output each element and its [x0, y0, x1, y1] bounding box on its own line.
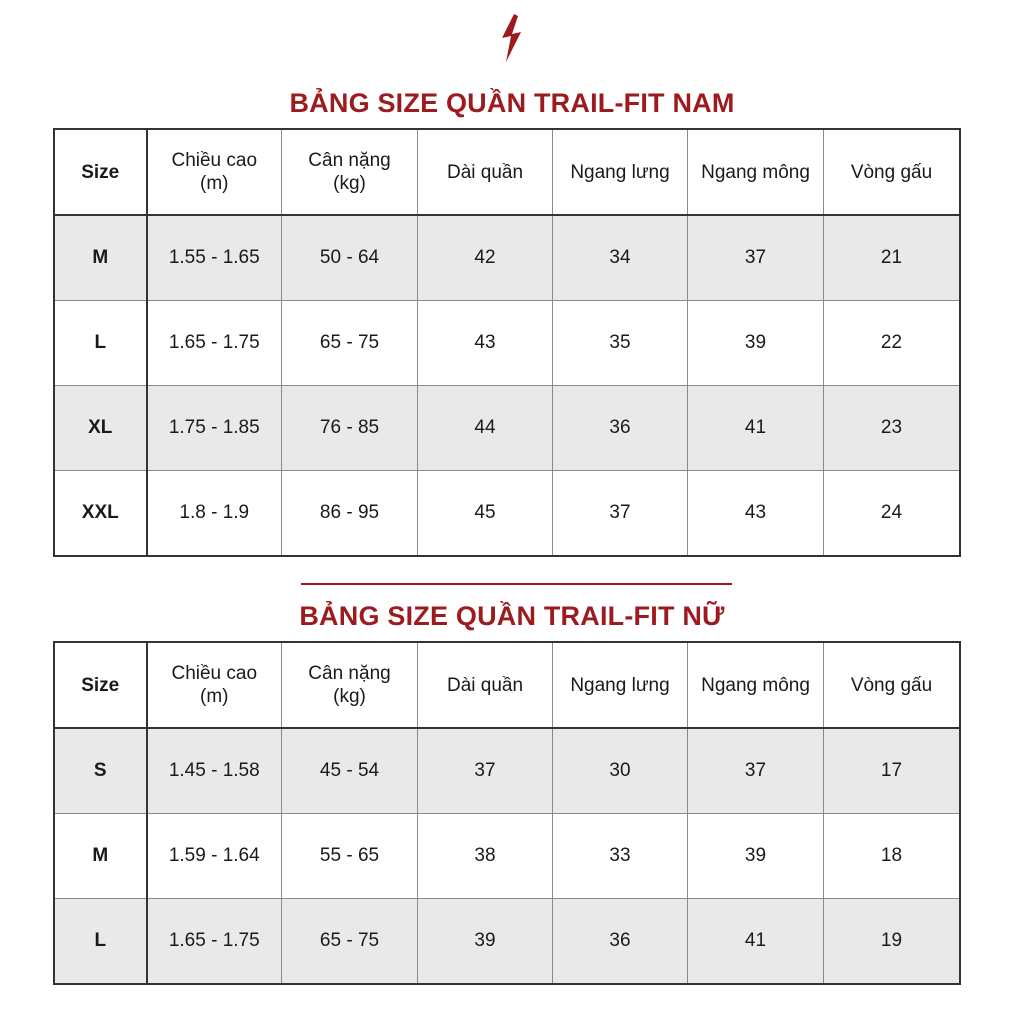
hip-cell: 39: [688, 301, 824, 386]
height-cell: 1.59 - 1.64: [147, 814, 282, 899]
waist-cell: 37: [553, 471, 688, 556]
hem-cell: 24: [824, 471, 960, 556]
size-cell: S: [55, 728, 147, 814]
header-waist: Ngang lưng: [553, 130, 688, 216]
header-hem: Vòng gấu: [824, 643, 960, 729]
height-cell: 1.55 - 1.65: [147, 215, 282, 301]
men-header-row: [55, 130, 960, 216]
weight-cell: 76 - 85: [282, 386, 418, 471]
table-row: [55, 899, 960, 984]
section-divider: [301, 583, 732, 585]
header-hip: Ngang mông: [688, 130, 824, 216]
header-weight: Cân nặng (kg): [282, 130, 418, 216]
height-cell: 1.65 - 1.75: [147, 899, 282, 984]
waist-cell: 34: [553, 215, 688, 301]
weight-cell: 50 - 64: [282, 215, 418, 301]
weight-cell: 65 - 75: [282, 899, 418, 984]
height-cell: 1.65 - 1.75: [147, 301, 282, 386]
table-row: [55, 471, 960, 556]
header-size: Size: [55, 130, 147, 216]
header-height: Chiều cao (m): [147, 643, 282, 729]
header-length: Dài quần: [418, 130, 553, 216]
length-cell: 37: [418, 728, 553, 814]
size-cell: XL: [55, 386, 147, 471]
header-waist: Ngang lưng: [553, 643, 688, 729]
hip-cell: 43: [688, 471, 824, 556]
hem-cell: 22: [824, 301, 960, 386]
height-cell: 1.8 - 1.9: [147, 471, 282, 556]
hem-cell: 19: [824, 899, 960, 984]
waist-cell: 33: [553, 814, 688, 899]
table-row: [55, 814, 960, 899]
hem-cell: 18: [824, 814, 960, 899]
length-cell: 45: [418, 471, 553, 556]
weight-cell: 55 - 65: [282, 814, 418, 899]
hem-cell: 23: [824, 386, 960, 471]
length-cell: 39: [418, 899, 553, 984]
waist-cell: 30: [553, 728, 688, 814]
hip-cell: 37: [688, 728, 824, 814]
size-cell: M: [55, 814, 147, 899]
length-cell: 38: [418, 814, 553, 899]
table-row: [55, 728, 960, 814]
men-table-title: BẢNG SIZE QUẦN TRAIL-FIT NAM: [289, 88, 735, 118]
hip-cell: 37: [688, 215, 824, 301]
height-cell: 1.45 - 1.58: [147, 728, 282, 814]
length-cell: 44: [418, 386, 553, 471]
header-hip: Ngang mông: [688, 643, 824, 729]
waist-cell: 36: [553, 386, 688, 471]
hip-cell: 41: [688, 386, 824, 471]
header-weight: Cân nặng (kg): [282, 643, 418, 729]
header-length: Dài quần: [418, 643, 553, 729]
women-size-table: [54, 642, 960, 984]
weight-cell: 45 - 54: [282, 728, 418, 814]
hem-cell: 21: [824, 215, 960, 301]
weight-cell: 65 - 75: [282, 301, 418, 386]
length-cell: 43: [418, 301, 553, 386]
waist-cell: 36: [553, 899, 688, 984]
women-header-row: [55, 643, 960, 729]
weight-cell: 86 - 95: [282, 471, 418, 556]
women-table-title: BẢNG SIZE QUẦN TRAIL-FIT NỮ: [299, 601, 725, 631]
header-height: Chiều cao (m): [147, 130, 282, 216]
men-size-table: [54, 129, 960, 556]
size-cell: L: [55, 899, 147, 984]
hip-cell: 41: [688, 899, 824, 984]
size-cell: M: [55, 215, 147, 301]
length-cell: 42: [418, 215, 553, 301]
lightning-bolt-icon: [497, 14, 527, 62]
table-row: [55, 386, 960, 471]
hip-cell: 39: [688, 814, 824, 899]
size-cell: L: [55, 301, 147, 386]
header-size: Size: [55, 643, 147, 729]
size-cell: XXL: [55, 471, 147, 556]
waist-cell: 35: [553, 301, 688, 386]
table-row: [55, 215, 960, 301]
height-cell: 1.75 - 1.85: [147, 386, 282, 471]
hem-cell: 17: [824, 728, 960, 814]
header-hem: Vòng gấu: [824, 130, 960, 216]
table-row: [55, 301, 960, 386]
